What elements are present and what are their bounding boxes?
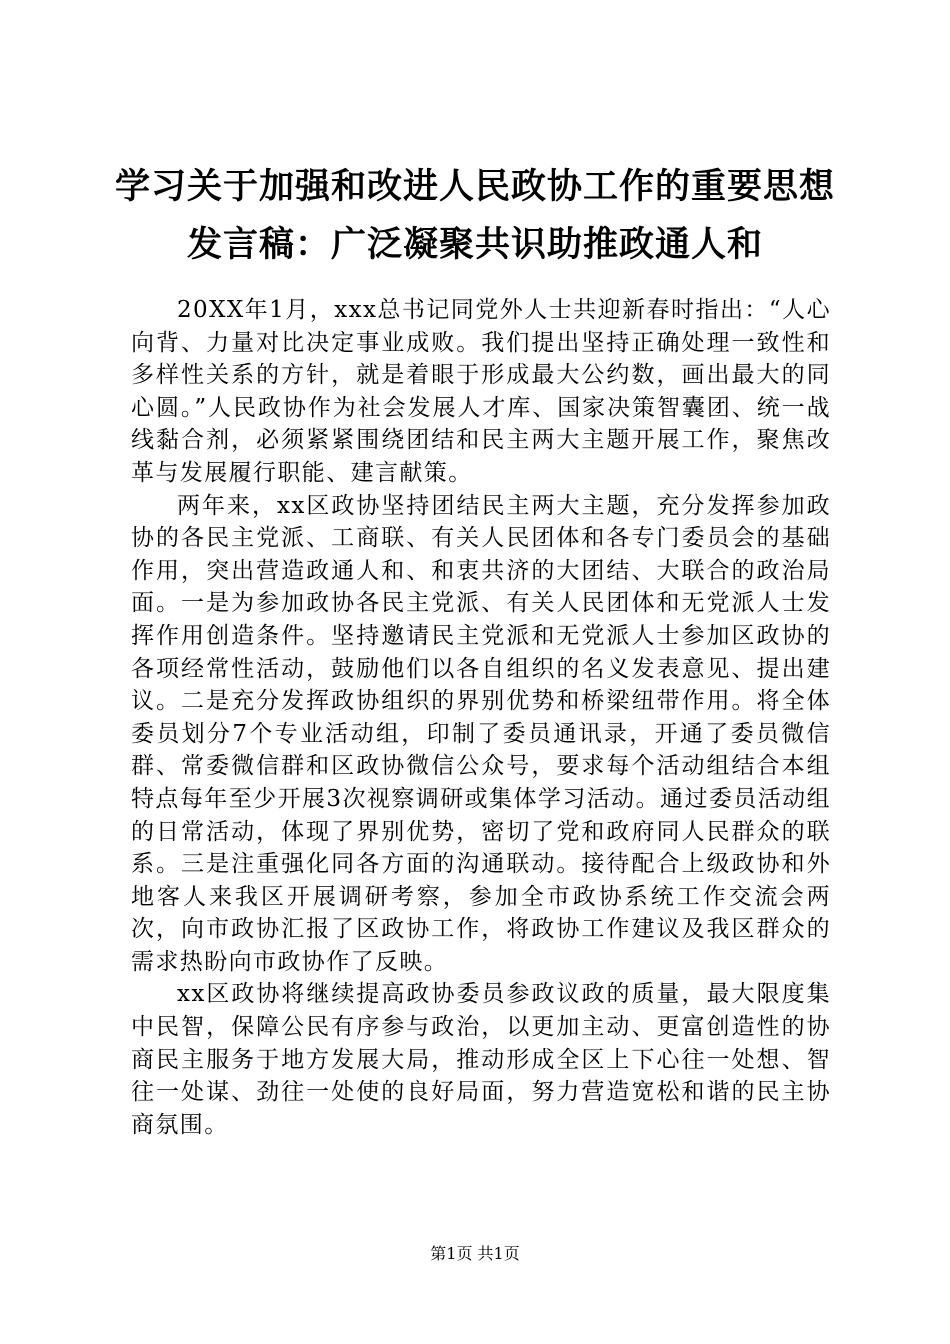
document-title [100,158,850,274]
title-line-1: 学习关于加强和改进人民政协工作的重要思想 [114,167,835,207]
title-line-2: 发言稿：广泛凝聚共识助推政通人和 [186,225,763,265]
paragraph-3: xx区政协将继续提高政协委员参政议政的质量，最大限度集中民智，保障公民有序参与政治，以更加主动、更富创造性的协商民主服务于地方发展大局，推动形成全区上下心往一处想、智往一处谋、劲往一处使的良好局面，努力营造宽松和谐的民主协商氛围。 [131,981,831,1138]
page-footer: 第1页 共1页 [430,1244,520,1263]
document-body [131,294,831,1141]
paragraph-2: 两年来，xx区政协坚持团结民主两大主题，充分发挥参加政协的各民主党派、工商联、有关人民团体和各专门委员会的基础作用，突出营造政通人和、和衷共济的大团结、大联合的政治局面。一是为参加政协各民主党派、有关人民团体和无党派人士发挥作用创造条件。坚持邀请民主党派和无党派人士参加区政协的各项经常性活动，鼓励他们以各自组织的名义发表意见、提出建议。二是充分发挥政协组织的界别优势和桥梁纽带作用。将全体委员划分7个专业活动组，印制了委员通讯录，开通了委员微信群、常委微信群和区政协微信公众号，要求每个活动组结合本组特点每年至少开展3次视察调研或集体学习活动。通过委员活动组的日常活动，体现了界别优势，密切了党和政府同人民群众的联系。三是注重强化同各方面的沟通联动。接待配合上级政协和外地客人来我区开展调研考察，参加全市政协系统工作交流会两次，向市政协汇报了区政协工作，将政协工作建议及我区群众的需求热盼向市政协作了反映。 [131,492,831,975]
paragraph-1: 20XX年1月，xxx总书记同党外人士共迎新春时指出：“人心向背、力量对比决定事业成败。我们提出坚持正确处理一致性和多样性关系的方针，就是着眼于形成最大公约数，画出最大的同心圆。”人民政协作为社会发展人才库、国家决策智囊团、统一战线黏合剂，必须紧紧围绕团结和民主两大主题开展工作，聚焦改革与发展履行职能、建言献策。 [131,297,831,486]
